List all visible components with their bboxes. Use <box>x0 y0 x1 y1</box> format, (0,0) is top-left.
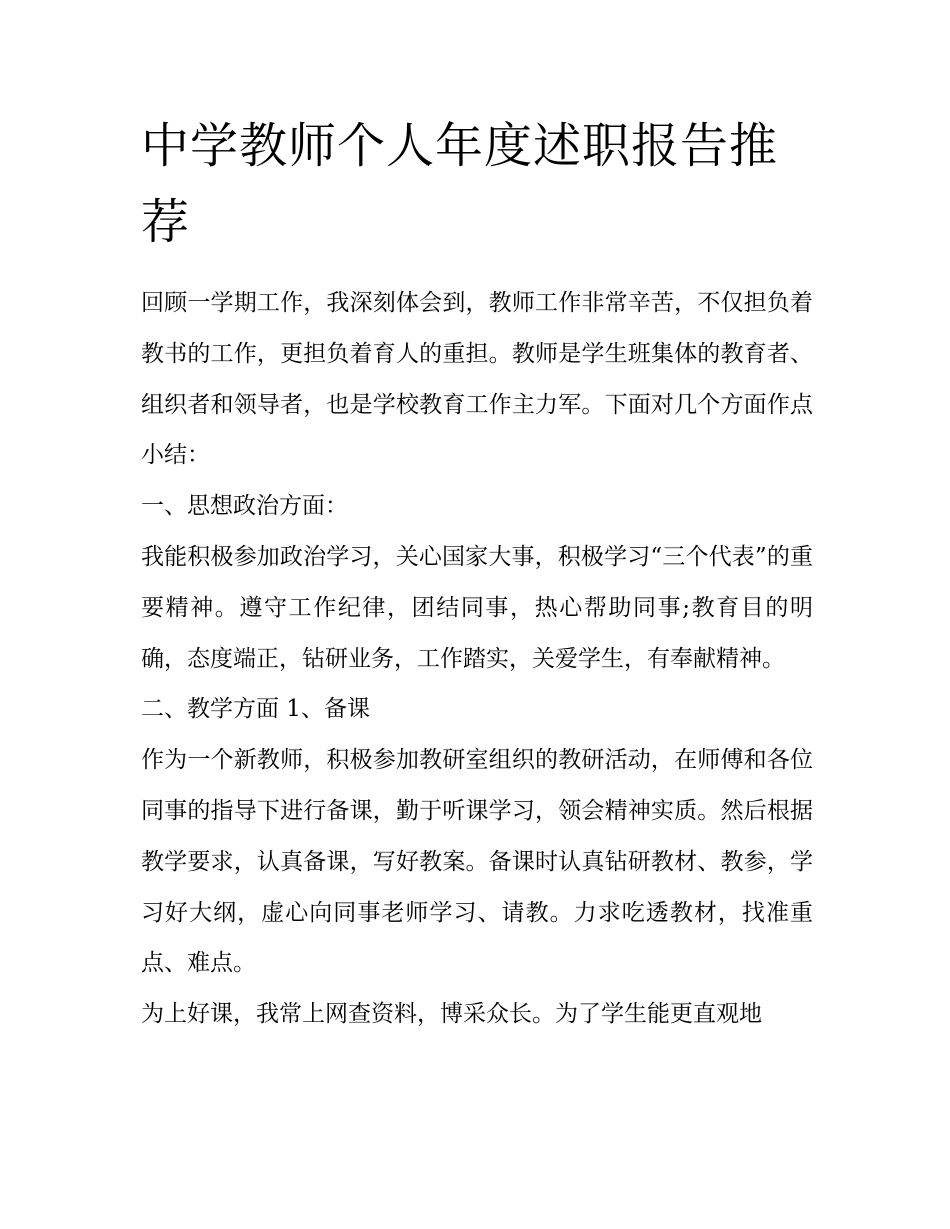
section-heading-teaching: 二、教学方面 1、备课 <box>141 696 370 723</box>
paragraph-intro: 回顾一学期工作，我深刻体会到，教师工作非常辛苦，不仅担负着教书的工作，更担负着育人的重担。教师是学生班集体的教育者、组织者和领导者，也是学校教育工作主力军。下面对几个方面作点小结： <box>141 290 813 469</box>
document-body <box>141 108 813 1040</box>
paragraph-lesson-prep: 作为一个新教师，积极参加教研室组织的教研活动，在师傅和各位同事的指导下进行备课，勤于听课学习，领会精神实质。然后根据教学要求，认真备课，写好教案。备课时认真钻研教材、教参，学习好大纲，虚心向同事老师学习、请教。力求吃透教材，找准重点、难点。 <box>141 747 813 977</box>
paragraph-political: 我能积极参加政治学习，关心国家大事，积极学习“三个代表”的重要精神。遵守工作纪律，团结同事，热心帮助同事;教育目的明确，态度端正，钻研业务，工作踏实，关爱学生，有奉献精神。 <box>141 543 813 672</box>
paragraph-classes: 为上好课，我常上网查资料，博采众长。为了学生能更直观地 <box>141 1001 762 1028</box>
document-title: 中学教师个人年度述职报告推荐 <box>141 118 779 250</box>
section-heading-political: 一、思想政治方面： <box>141 493 348 520</box>
